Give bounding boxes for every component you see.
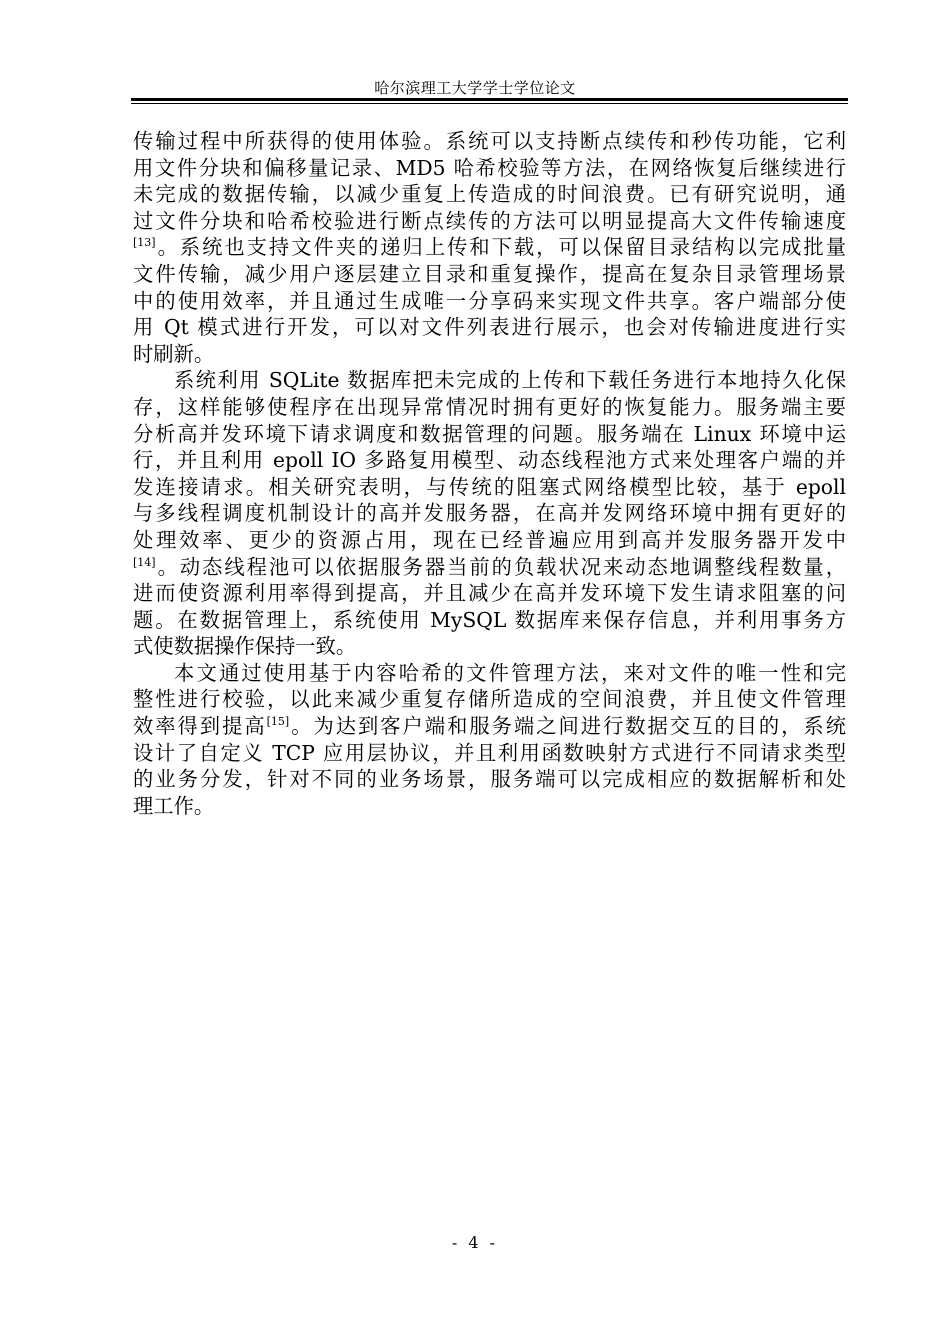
text-line (133, 128, 846, 155)
text-line (133, 554, 846, 581)
text-line (133, 155, 846, 182)
text-segment: 本文通过使用基于内容哈希的文件管理方法，来对文件的唯一性和完 (174, 660, 846, 685)
text-segment: 行，并且利用 epoll IO 多路复用模型、动态线程池方式来处理客户端的并 (133, 448, 846, 473)
text-segment: 发连接请求。相关研究表明，与传统的阻塞式网络模型比较，基于 epoll (133, 474, 846, 499)
text-line (133, 607, 846, 634)
text-line (133, 713, 846, 740)
text-segment: 用 Qt 模式进行开发，可以对文件列表进行展示，也会对传输进度进行实 (133, 315, 846, 340)
text-segment: 过文件分块和哈希校验进行断点续传的方法可以明显提高大文件传输速度 (133, 208, 846, 233)
text-line (133, 686, 846, 713)
text-segment: 进而使资源利用率得到提高，并且减少在高并发环境下发生请求阻塞的问 (133, 581, 846, 606)
header-rule-thin (131, 103, 848, 104)
text-line (133, 394, 846, 421)
text-line (133, 288, 846, 315)
text-segment: 。为达到客户端和服务端之间进行数据交互的目的，系统 (289, 714, 846, 739)
text-segment: 文件传输，减少用户逐层建立目录和重复操作，提高在复杂目录管理场景 (133, 261, 846, 286)
text-line (133, 500, 846, 527)
body-text (133, 128, 846, 819)
text-line (133, 208, 846, 235)
text-segment: 设计了自定义 TCP 应用层协议，并且利用函数映射方式进行不同请求类型 (133, 740, 846, 765)
paragraph (133, 660, 846, 820)
text-segment: 。动态线程池可以依据服务器当前的负载状况来动态地调整线程数量， (155, 554, 846, 579)
text-segment: 。系统也支持文件夹的递归上传和下载，可以保留目录结构以完成批量 (155, 235, 846, 260)
text-line (133, 421, 846, 448)
text-segment: 未完成的数据传输，以减少重复上传造成的时间浪费。已有研究说明，通 (133, 182, 846, 207)
page-number: - 4 - (451, 1233, 499, 1252)
text-line (133, 367, 846, 394)
text-line (133, 314, 846, 341)
running-header: 哈尔滨理工大学学士学位论文 (374, 79, 576, 97)
text-line (133, 181, 846, 208)
text-line (133, 527, 846, 554)
citation-ref: [15] (266, 715, 290, 729)
text-segment: 处理效率、更少的资源占用，现在已经普遍应用到高并发服务器开发中 (133, 527, 846, 552)
text-segment: 式使数据操作保持一致。 (133, 634, 357, 659)
text-line (133, 766, 846, 793)
citation-ref: [14] (133, 555, 156, 569)
text-line (133, 660, 846, 687)
paragraph (133, 128, 846, 367)
text-segment: 中的使用效率，并且通过生成唯一分享码来实现文件共享。客户端部分使 (133, 288, 846, 313)
text-segment: 题。在数据管理上，系统使用 MySQL 数据库来保存信息，并利用事务方 (133, 607, 846, 632)
text-line (133, 793, 846, 820)
text-line (133, 580, 846, 607)
text-line (133, 740, 846, 767)
header-rule-thick (131, 98, 848, 101)
text-segment: 时刷新。 (133, 341, 215, 366)
text-line (133, 234, 846, 261)
text-segment: 用文件分块和偏移量记录、MD5 哈希校验等方法，在网络恢复后继续进行 (133, 155, 846, 180)
text-line (133, 474, 846, 501)
text-line (133, 633, 846, 660)
text-segment: 系统利用 SQLite 数据库把未完成的上传和下载任务进行本地持久化保 (174, 368, 846, 393)
text-segment: 理工作。 (133, 793, 215, 818)
text-segment: 传输过程中所获得的使用体验。系统可以支持断点续传和秒传功能，它利 (133, 129, 846, 153)
citation-ref: [13] (133, 236, 156, 250)
text-segment: 的业务分发，针对不同的业务场景，服务端可以完成相应的数据解析和处 (133, 767, 846, 792)
paragraph (133, 367, 846, 660)
text-line (133, 261, 846, 288)
text-line (133, 341, 846, 368)
text-segment: 与多线程调度机制设计的高并发服务器，在高并发网络环境中拥有更好的 (133, 501, 846, 526)
text-segment: 整性进行校验，以此来减少重复存储所造成的空间浪费，并且使文件管理 (133, 687, 846, 712)
text-segment: 效率得到提高 (133, 714, 267, 739)
text-segment: 分析高并发环境下请求调度和数据管理的问题。服务端在 Linux 环境中运 (133, 421, 846, 446)
text-line (133, 447, 846, 474)
text-segment: 存，这样能够使程序在出现异常情况时拥有更好的恢复能力。服务端主要 (133, 394, 846, 419)
